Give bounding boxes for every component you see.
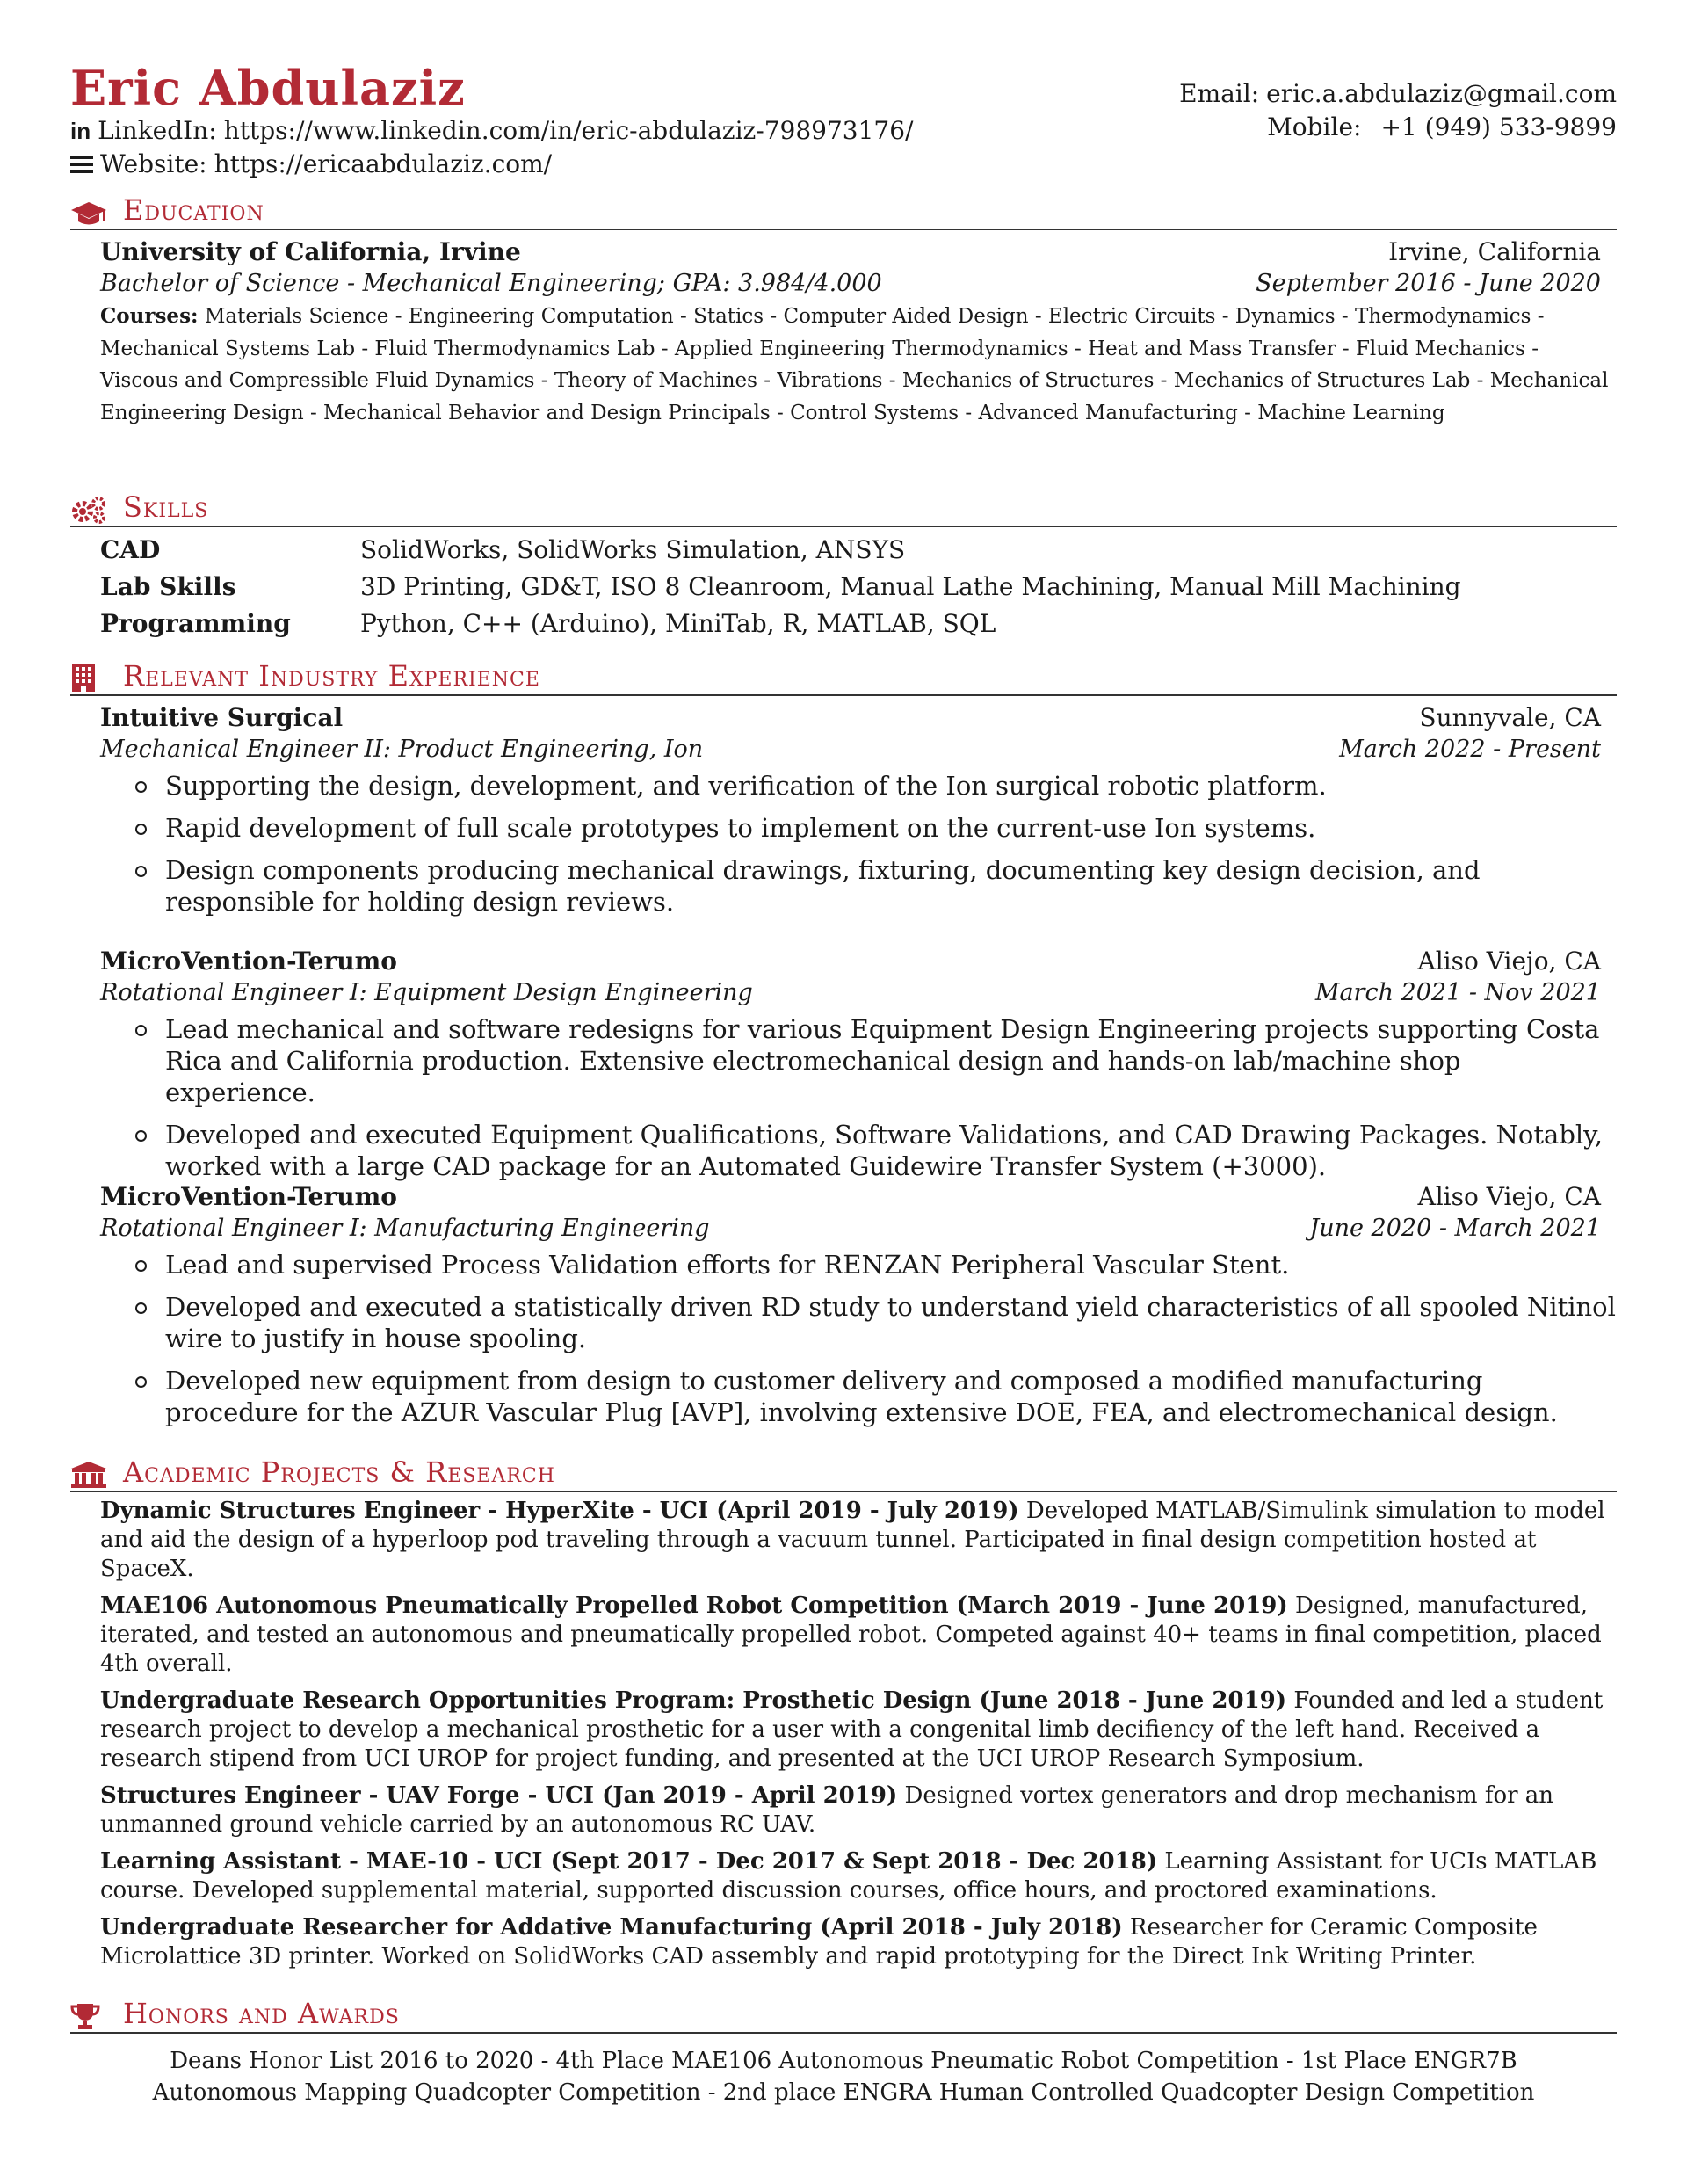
project-description: Learning Assistant for UCIs MATLAB course. Developed supplemental material, supported discussion courses, office hours, and proctored examinations. (100, 1848, 1597, 1904)
skill-row (100, 531, 1594, 568)
mobile-number: +1 (949) 533-9899 (1380, 112, 1617, 141)
section-title-honors (70, 1995, 1617, 2034)
section-title-education (70, 192, 1617, 230)
honors-line: Deans Honor List 2016 to 2020 - 4th Place MAE106 Autonomous Pneumatic Robot Competition - 1st Place ENGR7B (170, 2048, 1517, 2074)
email-link[interactable]: eric.a.abdulaziz@gmail.com (1266, 79, 1617, 108)
education-entry (100, 237, 1617, 429)
experience-header-row (100, 703, 1617, 732)
project-title: Undergraduate Researcher for Addative Manufacturing (April 2018 - July 2018) (100, 1914, 1123, 1941)
bullet-list (100, 770, 1617, 918)
job-dates: March 2021 - Nov 2021 (1314, 979, 1601, 1006)
skill-category: CAD (100, 534, 161, 564)
email-row (1179, 77, 1617, 111)
building-icon (70, 663, 107, 693)
education-dates: September 2016 - June 2020 (1256, 270, 1601, 297)
project-item (100, 1913, 1617, 1971)
project-description: Designed, manufactured, iterated, and tested an autonomous and pneumatically propelled robot. Competed against 40+ teams in final competition, placed 4th overall. (100, 1593, 1602, 1677)
company-location: Sunnyvale, CA (1419, 703, 1601, 732)
job-title: Mechanical Engineer II: Product Engineering, Ion (100, 736, 704, 763)
project-title: Undergraduate Research Opportunities Program: Prosthetic Design (June 2018 - June 2019) (100, 1687, 1287, 1714)
section-title-skills (70, 489, 1617, 527)
job-dates: March 2022 - Present (1339, 736, 1601, 763)
company-location: Aliso Viejo, CA (1417, 947, 1601, 976)
experience-header-row (100, 1182, 1617, 1211)
website-row (70, 148, 914, 181)
website-label: Website: (100, 149, 207, 178)
honors-line: Autonomous Mapping Quadcopter Competition - 2nd place ENGRA Human Controlled Quadcopter Design Competition (152, 2079, 1535, 2106)
bullet-item: Supporting the design, development, and verification of the Ion surgical robotic platform. (100, 770, 1617, 802)
skill-category: Lab Skills (100, 571, 236, 601)
courses (100, 301, 1617, 429)
gears-icon (70, 496, 107, 524)
bullet-item: Developed and executed Equipment Qualifications, Software Validations, and CAD Drawing Packages. Notably, worked with a large CAD package for an Automated Guidewire Transfer System (+3000). (100, 1119, 1617, 1182)
contact-links (70, 114, 914, 181)
experience-entry (100, 703, 1617, 928)
section-label: Relevant Industry Experience (123, 659, 540, 693)
job-title: Rotational Engineer I: Manufacturing Engineering (100, 1215, 710, 1242)
project-item (100, 1497, 1617, 1584)
candidate-name: Eric Abdulaziz (70, 60, 466, 116)
experience-role-row (100, 1215, 1617, 1242)
project-item (100, 1781, 1617, 1839)
graduation-cap-icon (70, 200, 107, 227)
contact-info (1179, 77, 1617, 144)
projects-list (100, 1497, 1617, 1979)
mobile-label: Mobile: (1267, 112, 1362, 141)
courses-list: Materials Science - Engineering Computation - Statics - Computer Aided Design - Electric Circuits - Dynamics - Thermodynamics - Mechanical Systems Lab - Fluid Thermodynamics Lab - Applied Engineering Thermodynamics - Heat and Mass Transfer - Fluid Mechanics - Viscous and Compressible Fluid Dynamics - Theory of Machines - Vibrations - Mechanics of Structures - Mechanics of Structures Lab - Mechanical Engineering Design - Mechanical Behavior and Design Principals - Control Systems - Advanced Manufacturing - Machine Learning (100, 305, 1609, 424)
project-item (100, 1687, 1617, 1774)
honors-text (70, 2045, 1617, 2108)
project-title: Structures Engineer - UAV Forge - UCI (Jan 2019 - April 2019) (100, 1782, 898, 1809)
email-label: Email: (1179, 79, 1260, 108)
bullet-list (100, 1249, 1617, 1428)
section-label: Education (123, 193, 264, 227)
institution-icon (70, 1461, 107, 1489)
school-name: University of California, Irvine (100, 237, 521, 266)
skill-items: Python, C++ (Arduino), MiniTab, R, MATLAB, SQL (360, 608, 996, 638)
experience-role-row (100, 736, 1617, 763)
linkedin-row (70, 114, 914, 148)
bullet-item: Developed and executed a statistically driven RD study to understand yield characteristics of all spooled Nitinol wire to justify in house spooling. (100, 1291, 1617, 1354)
project-item (100, 1847, 1617, 1905)
skill-row (100, 568, 1594, 605)
bullet-item: Rapid development of full scale prototypes to implement on the current-use Ion systems. (100, 812, 1617, 844)
experience-role-row (100, 979, 1617, 1006)
company-name: Intuitive Surgical (100, 703, 344, 732)
bullet-list (100, 1013, 1617, 1182)
experience-entry (100, 947, 1617, 1193)
project-title: Dynamic Structures Engineer - HyperXite - UCI (April 2019 - July 2019) (100, 1498, 1019, 1524)
project-description: Researcher for Ceramic Composite Microlattice 3D printer. Worked on SolidWorks CAD assembly and rapid prototyping for the Direct Ink Writing Printer. (100, 1914, 1538, 1970)
project-item (100, 1592, 1617, 1679)
company-name: MicroVention-Terumo (100, 947, 397, 976)
mobile-row (1179, 111, 1617, 144)
courses-label: Courses: (100, 304, 199, 328)
linkedin-link[interactable]: https://www.linkedin.com/in/eric-abdulaziz-798973176/ (223, 116, 914, 145)
skills-table (100, 531, 1594, 642)
education-header-row (100, 237, 1617, 266)
job-dates: June 2020 - March 2021 (1309, 1215, 1601, 1242)
linkedin-icon: in (70, 118, 91, 144)
experience-header-row (100, 947, 1617, 976)
project-description: Developed MATLAB/Simulink simulation to model and aid the design of a hyperloop pod traveling through a vacuum tunnel. Participated in final design competition hosted at SpaceX. (100, 1498, 1605, 1582)
trophy-icon (70, 2002, 107, 2030)
job-title: Rotational Engineer I: Equipment Design Engineering (100, 979, 753, 1006)
company-location: Aliso Viejo, CA (1417, 1182, 1601, 1211)
section-label: Academic Projects & Research (123, 1455, 555, 1489)
linkedin-label: LinkedIn: (98, 116, 217, 145)
resume-header (70, 60, 1617, 183)
project-title: MAE106 Autonomous Pneumatically Propelled Robot Competition (March 2019 - June 2019) (100, 1593, 1288, 1619)
section-label: Honors and Awards (123, 1997, 400, 2030)
section-label: Skills (123, 490, 209, 524)
project-description: Founded and led a student research project to develop a mechanical prosthetic for a user with a congenital limb decifiency of the left hand. Received a research stipend from UCI UROP for project funding, and presented at the UCI UROP Research Symposium. (100, 1687, 1604, 1772)
skill-category: Programming (100, 608, 291, 638)
project-description: Designed vortex generators and drop mechanism for an unmanned ground vehicle carried by an autonomous RC UAV. (100, 1782, 1554, 1838)
menu-icon (70, 152, 93, 177)
skill-items: SolidWorks, SolidWorks Simulation, ANSYS (360, 534, 906, 564)
bullet-item: Lead mechanical and software redesigns for various Equipment Design Engineering projects supporting Costa Rica and California production. Extensive electromechanical design and hands-on lab/machine shop experience. (100, 1013, 1617, 1108)
project-title: Learning Assistant - MAE-10 - UCI (Sept 2017 - Dec 2017 & Sept 2018 - Dec 2018) (100, 1848, 1158, 1875)
company-name: MicroVention-Terumo (100, 1182, 397, 1211)
degree: Bachelor of Science - Mechanical Engineering; GPA: 3.984/4.000 (100, 270, 882, 297)
skill-items: 3D Printing, GD&T, ISO 8 Cleanroom, Manual Lathe Machining, Manual Mill Machining (360, 571, 1461, 601)
bullet-item: Lead and supervised Process Validation efforts for RENZAN Peripheral Vascular Stent. (100, 1249, 1617, 1281)
education-degree-row (100, 270, 1617, 297)
experience-entry (100, 1182, 1617, 1439)
skill-row (100, 605, 1594, 642)
school-location: Irvine, California (1388, 237, 1601, 266)
section-title-experience (70, 657, 1617, 696)
section-title-projects (70, 1454, 1617, 1492)
bullet-item: Developed new equipment from design to customer delivery and composed a modified manufacturing procedure for the AZUR Vascular Plug [AVP], involving extensive DOE, FEA, and electromechanical design. (100, 1365, 1617, 1428)
website-link[interactable]: https://ericaabdulaziz.com/ (214, 149, 553, 178)
bullet-item: Design components producing mechanical drawings, fixturing, documenting key design decision, and responsible for holding design reviews. (100, 854, 1617, 918)
